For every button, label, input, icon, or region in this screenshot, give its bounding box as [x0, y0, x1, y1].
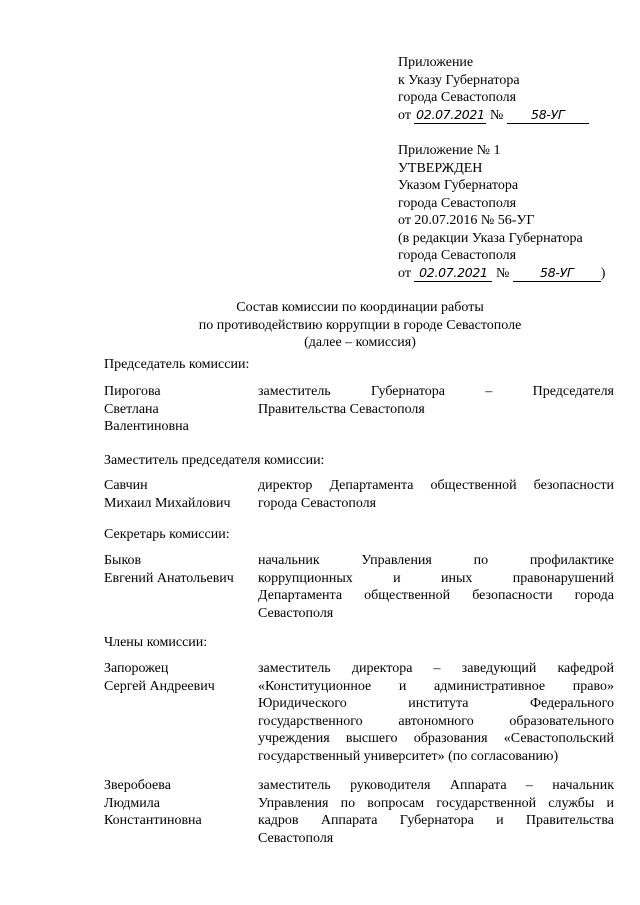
member-name — [104, 777, 254, 830]
approval-line: (в редакции Указа Губернатора — [398, 230, 583, 246]
section-heading-members: Члены комиссии: — [104, 635, 208, 650]
name-line: Валентиновна — [104, 419, 189, 434]
name-line: Евгений Анатольевич — [104, 570, 234, 586]
position-line: Департамента общественной безопасности города — [258, 588, 614, 603]
title-line: (далее – комиссия) — [304, 335, 416, 350]
handwritten-date: 02.07.2021 — [416, 106, 485, 122]
position-line: Севастополя — [258, 605, 334, 621]
position-line: города Севастополя — [258, 495, 377, 511]
title-line: по противодействию коррупции в городе Севастополе — [198, 317, 522, 333]
date-prefix: от — [398, 265, 411, 281]
appendix-block — [398, 54, 613, 282]
number-prefix: № — [495, 265, 510, 281]
appendix-line: к Указу Губернатора — [398, 72, 520, 88]
approval-line: Указом Губернатора — [398, 178, 519, 193]
name-line: Запорожец — [104, 661, 169, 676]
position-line: директор Департамента общественной безопасности — [258, 478, 614, 493]
member-position — [258, 477, 614, 512]
position-line: учреждения высшего образования «Севастопольский — [258, 731, 614, 746]
title-line: Состав комиссии по координации работы — [236, 300, 484, 315]
position-line: заместитель Губернатора – Председателя — [258, 384, 614, 399]
approval-line: от 20.07.2016 № 56-УГ — [398, 213, 535, 228]
appendix-line: Приложение — [398, 55, 474, 70]
name-line: Людмила — [104, 795, 160, 811]
section-heading-chair: Председатель комиссии: — [104, 357, 250, 372]
name-line: Михаил Михайлович — [104, 495, 231, 511]
appendix-date-line — [398, 107, 613, 125]
member-name — [104, 660, 254, 695]
member-position — [258, 777, 614, 847]
section-heading-secretary: Секретарь комиссии: — [104, 527, 230, 542]
member-name — [104, 552, 254, 587]
member-position — [258, 383, 614, 418]
position-line: коррупционных и иных правонарушений — [258, 570, 614, 586]
approval-line: города Севастополя — [398, 248, 517, 263]
handwritten-number: 58-УГ — [513, 265, 601, 282]
name-line: Зверобоева — [104, 778, 171, 793]
approval-line: УТВЕРЖДЕН — [398, 160, 483, 176]
section-heading-deputy: Заместитель председателя комиссии: — [104, 453, 325, 468]
position-line: заместитель директора – заведующий кафедрой — [258, 661, 614, 676]
position-line: государственного автономного образовательного — [258, 713, 614, 729]
document-title — [96, 299, 624, 352]
handwritten-date: 02.07.2021 — [414, 265, 492, 282]
closing-paren: ) — [600, 265, 606, 281]
position-line: Управления по вопросам государственной службы и — [258, 795, 614, 811]
position-line: Юридического института Федерального — [258, 696, 614, 711]
position-line: Правительства Севастополя — [258, 401, 425, 417]
name-line: Светлана — [104, 401, 159, 417]
position-line: начальник Управления по профилактике — [258, 553, 614, 568]
handwritten-number: 58-УГ — [507, 107, 589, 124]
position-line: заместитель руководителя Аппарата – начальник — [258, 778, 614, 793]
position-line: Севастополя — [258, 830, 334, 846]
member-position — [258, 552, 614, 622]
member-name — [104, 383, 254, 436]
member-name — [104, 477, 254, 512]
position-line: кадров Аппарата Губернатора и Правительства — [258, 813, 614, 828]
approval-line: города Севастополя — [398, 195, 517, 211]
number-prefix: № — [489, 107, 504, 123]
approval-date-line — [398, 265, 613, 283]
appendix-line: города Севастополя — [398, 90, 517, 105]
name-line: Константиновна — [104, 813, 202, 828]
date-prefix: от — [398, 107, 411, 123]
member-position — [258, 660, 614, 765]
position-line: «Конституционное и административное право» — [258, 678, 614, 694]
name-line: Сергей Андреевич — [104, 678, 215, 694]
name-line: Быков — [104, 553, 142, 568]
approval-line: Приложение № 1 — [398, 143, 501, 158]
name-line: Пирогова — [104, 384, 161, 399]
name-line: Савчин — [104, 478, 148, 493]
position-line: государственный университет» (по согласованию) — [258, 748, 559, 764]
